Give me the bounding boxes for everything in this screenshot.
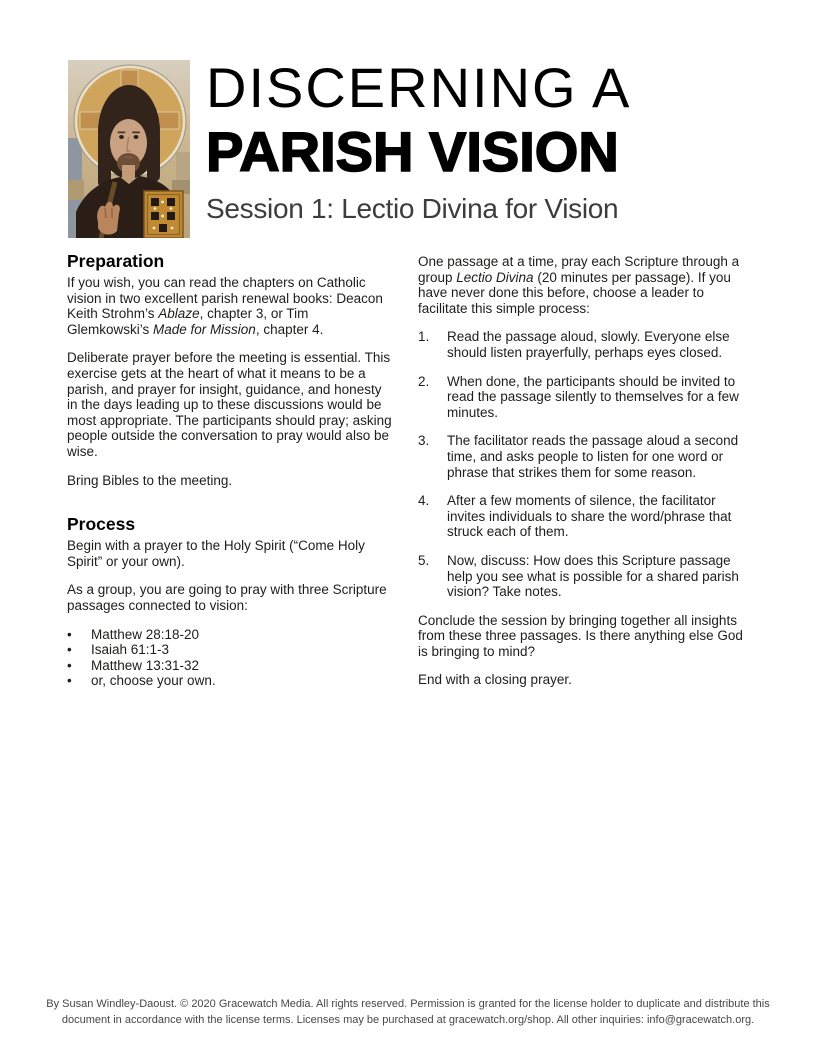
left-column	[67, 251, 393, 701]
preparation-paragraph-3: Bring Bibles to the meeting.	[67, 472, 233, 488]
bullet-icon: •	[67, 642, 72, 658]
footer	[0, 997, 816, 1028]
bullet-icon: •	[67, 626, 72, 642]
list-item	[67, 658, 393, 674]
step-text: When done, the participants should be invited to read the passage silently to themselves for a few minutes.	[447, 373, 739, 420]
preparation-paragraph-1: If you wish, you can read the chapters on Catholic vision in two excellent parish renewal books: Deacon Keith Strohm’s Ablaze, chapter 3, or Tim Glemkowski’s Made for Mission, chapter 4.	[67, 275, 383, 337]
step-text: Now, discuss: How does this Scripture passage help you see what is possible for a shared parish vision? Take notes.	[447, 552, 739, 600]
title-block	[206, 56, 632, 225]
christ-pantocrator-icon	[68, 60, 190, 238]
list-item	[418, 553, 749, 600]
page-title-line1: DISCERNING A	[206, 56, 632, 119]
list-item	[418, 329, 749, 360]
lectio-steps-list	[418, 329, 749, 599]
footer-line-1: By Susan Windley-Daoust. © 2020 Gracewatch Media. All rights reserved. Permission is granted for the license holder to duplicate and distribute this	[46, 998, 770, 1010]
process-paragraph-1: Begin with a prayer to the Holy Spirit (“Come Holy Spirit” or your own).	[67, 538, 365, 569]
page-subtitle: Session 1: Lectio Divina for Vision	[206, 193, 619, 224]
list-item	[67, 627, 393, 643]
step-number: 5.	[418, 552, 430, 568]
list-item	[418, 493, 749, 540]
list-item	[67, 642, 393, 658]
header	[68, 56, 632, 238]
footer-line-2: document in accordance with the license terms. Licenses may be purchased at gracewatch.org/shop. All other inquiries: info@gracewatch.org.	[61, 1013, 755, 1026]
list-item	[418, 374, 749, 421]
step-number: 2.	[418, 373, 430, 389]
process-heading: Process	[67, 514, 136, 535]
list-item	[67, 673, 393, 689]
bullet-icon: •	[67, 673, 72, 689]
bullet-text: Matthew 13:31-32	[91, 657, 200, 673]
conclusion-paragraph: Conclude the session by bringing together all insights from these three passages. Is there anything else God is bringing to mind?	[418, 612, 743, 659]
step-text: Read the passage aloud, slowly. Everyone else should listen prayerfully, perhaps eyes closed.	[447, 329, 730, 360]
bullet-text: Isaiah 61:1-3	[91, 642, 170, 658]
bullet-text: Matthew 28:18-20	[91, 626, 200, 642]
preparation-heading: Preparation	[67, 251, 165, 271]
step-number: 4.	[418, 493, 430, 509]
list-item	[418, 433, 749, 480]
bullet-text: or, choose your own.	[91, 673, 216, 689]
body-columns	[67, 251, 749, 701]
preparation-paragraph-2: Deliberate prayer before the meeting is essential. This exercise gets at the heart of what it means to be a parish, and prayer for insight, guidance, and honesty in the days leading up to these discussions would be most appropriate. The participants should pray; asking people outside the conversation to pray would also be wise.	[67, 350, 392, 459]
right-column	[418, 251, 749, 701]
closing-prayer-paragraph: End with a closing prayer.	[418, 672, 572, 688]
lectio-intro-paragraph: One passage at a time, pray each Scripture through a group Lectio Divina (20 minutes per passage). If you have never done this before, choose a leader to facilitate this simple process:	[418, 254, 740, 316]
step-text: The facilitator reads the passage aloud a second time, and asks people to listen for one word or phrase that strikes them for some reason.	[447, 433, 739, 480]
step-number: 1.	[418, 329, 430, 345]
step-number: 3.	[418, 433, 430, 449]
process-paragraph-2: As a group, you are going to pray with three Scripture passages connected to vision:	[67, 582, 387, 613]
bullet-icon: •	[67, 657, 72, 673]
step-text: After a few moments of silence, the facilitator invites individuals to share the word/phrase that struck each of them.	[447, 493, 732, 540]
scripture-bullet-list	[67, 627, 393, 689]
page-title-line2: PARISH VISION	[206, 120, 619, 183]
